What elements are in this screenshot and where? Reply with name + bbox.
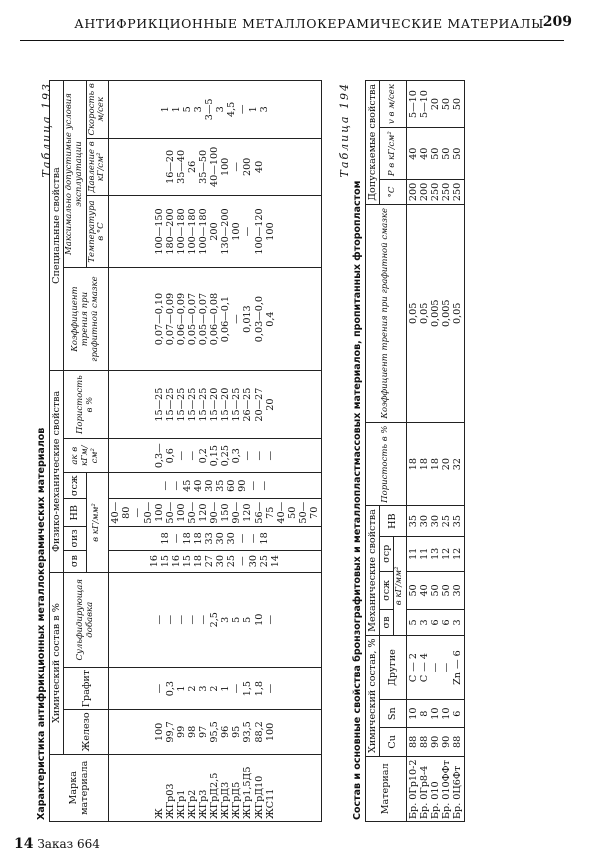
col-units: в кГ/мм² [86, 473, 109, 572]
col-other: Другие [380, 635, 407, 700]
table-194-title: Состав и основные свойства бронзографитовых и металлопластмассовых материалов, пропитанных фторопластом [352, 180, 363, 820]
col-ssj: σсж [64, 473, 87, 499]
cells-sb: 5 3 6 6 3 [406, 610, 464, 635]
cells-material: Бр. 0Гр10-2 Бр. 0Гр8-4 Бр. 010 Бр. 010ФФт Бр. 0Ц6Фт [406, 756, 464, 821]
col-physmech: Физико-механические свойства [50, 371, 64, 573]
table-193-title: Характеристика антифрикционных металлокерамических материалов [36, 427, 47, 820]
cells-coef: 0,07—0,10 0,07—0,09 0,06—0,09 0,05—0,07 0,05—0,07 0,06—0,08 0,06—0,1 — 0,013 0,03—0,0 0,4 [109, 268, 322, 371]
col-ssj: σсж [380, 571, 394, 610]
page-number: 209 [542, 14, 572, 30]
col-iron: Железо [64, 710, 109, 754]
header-rule [20, 40, 564, 41]
cells-por: 15—25 15—25 15—25 15—25 15—25 15—20 15—20 15—25 26—25 20—27 20 [109, 371, 322, 439]
col-chem: Химический состав в % [50, 572, 64, 754]
cells-ssr: 11 11 13 12 12 [406, 537, 464, 572]
col-t: °C [380, 180, 407, 204]
col-sb: σв [64, 550, 87, 572]
col-speed: Скорость в м/сек [86, 81, 109, 139]
cells-t: 200 200 250 250 250 [406, 180, 464, 204]
col-sn: Sn [380, 700, 407, 728]
cells-p: 40 40 50 50 50 [406, 128, 464, 180]
cells-ssj: — — 45 40 30 35 60 90 — — [109, 473, 322, 499]
col-allow: Допускаемые свойства [366, 81, 380, 205]
col-press: Давление в кГ/см² [86, 138, 109, 195]
col-coef: Коэффициент трения при графитной смазке [64, 268, 109, 371]
col-graphite: Графит [64, 667, 109, 709]
cells-cu: 88 88 90 90 88 [406, 727, 464, 756]
cells-iron: 100 99,7 99 98 97 95,5 96 95 93,5 88,2 100 [109, 710, 322, 754]
col-ssr: σср [380, 537, 394, 572]
cells-press: 16—20 35—40 26 35—50 40—100 100 — 200 40 [109, 138, 322, 195]
col-v: v в м/сек [380, 81, 407, 128]
col-special: Специальные свойства [50, 81, 64, 371]
col-material: Материал [366, 756, 407, 821]
cells-hb: 40—80 — 50—100 50—100 50—120 90—150 90—120 56—75 40—50 50—70 [109, 499, 322, 527]
col-mech: Механические свойства [366, 506, 380, 635]
col-hb: HB [380, 506, 407, 537]
cells-sulfid: — — — — — 2,5 3 5 5 10 — [109, 572, 322, 667]
col-ak: aк в кГм/см² [64, 439, 109, 473]
col-temp: Температура в °C [86, 196, 109, 268]
cells-sizg: 18 — 18 18 33 30 30 — — 18 [109, 527, 322, 550]
cells-sn: 10 8 10 10 6 [406, 700, 464, 728]
col-coef: Коэффициент трения при графитной смазке [366, 204, 407, 422]
cells-other: C — 2 C — 4 — — Zn — 6 [406, 635, 464, 700]
col-por: Пористость в % [64, 371, 109, 439]
table-194-block [338, 72, 465, 822]
cells-ssj: 50 40 50 50 30 [406, 571, 464, 610]
col-sb: σв [380, 610, 394, 635]
table-194 [365, 80, 465, 822]
rotated-content [0, 62, 600, 862]
cells-coef: 0,05 0,05 0,005 0,005 0,05 [406, 204, 464, 422]
running-title: АНТИФРИКЦИОННЫЕ МЕТАЛЛОКЕРАМИЧЕСКИЕ МАТЕРИАЛЫ [74, 16, 544, 31]
table-row [109, 81, 322, 822]
running-header [0, 14, 600, 34]
col-mark: Марка материала [50, 754, 109, 821]
cells-mark: Ж ЖГр03 ЖГр1 ЖГр2 ЖГр3 ЖГрД2,5 ЖГрД3 ЖГрД5 ЖГр1,5Д5 ЖГрД10 ЖС11 [109, 754, 322, 821]
page-footer [14, 836, 100, 852]
cells-temp: 100—150 180—200 100—180 100—180 100—180 200 130—200 100 — 100—120 100 [109, 196, 322, 268]
col-cu: Cu [380, 727, 407, 756]
col-max: Максимально допустимые условия эксплуатации [64, 81, 87, 268]
col-chem: Химический состав, % [366, 635, 380, 756]
cells-por: 18 18 18 20 32 [406, 423, 464, 506]
cells-ak: 0,3—0,6 — — 0,2 0,15 0,25 0,3 — — — [109, 439, 322, 473]
order-number: Заказ 664 [37, 837, 100, 851]
cells-sb: 16 15 16 15 18 27 30 25—30 25 14 [109, 550, 322, 572]
table-193-number: Таблица 193 [40, 82, 53, 178]
cells-graphite: — 0,3 1 2 3 2 1 — 1,5 1,8 — [109, 667, 322, 709]
table-193-block [36, 72, 322, 822]
table-194-number: Таблица 194 [338, 82, 351, 178]
sheet-number: 14 [14, 836, 34, 852]
col-sizg: σиз [64, 527, 87, 550]
col-units: в кГ/мм² [394, 537, 407, 636]
col-hb: HB [64, 499, 87, 527]
col-por: Пористость в % [366, 423, 407, 506]
cells-speed: 1 1 5 3 3—5 3 4,5 — 1 3 [109, 81, 322, 139]
col-sulfid: Сульфидирующая добавка [64, 572, 109, 667]
table-row [406, 81, 464, 822]
cells-v: 5—10 5—10 20 50 50 [406, 81, 464, 128]
table-193 [49, 80, 322, 822]
col-p: P в кГ/см² [380, 128, 407, 180]
cells-hb: 35 30 30 25 35 [406, 506, 464, 537]
